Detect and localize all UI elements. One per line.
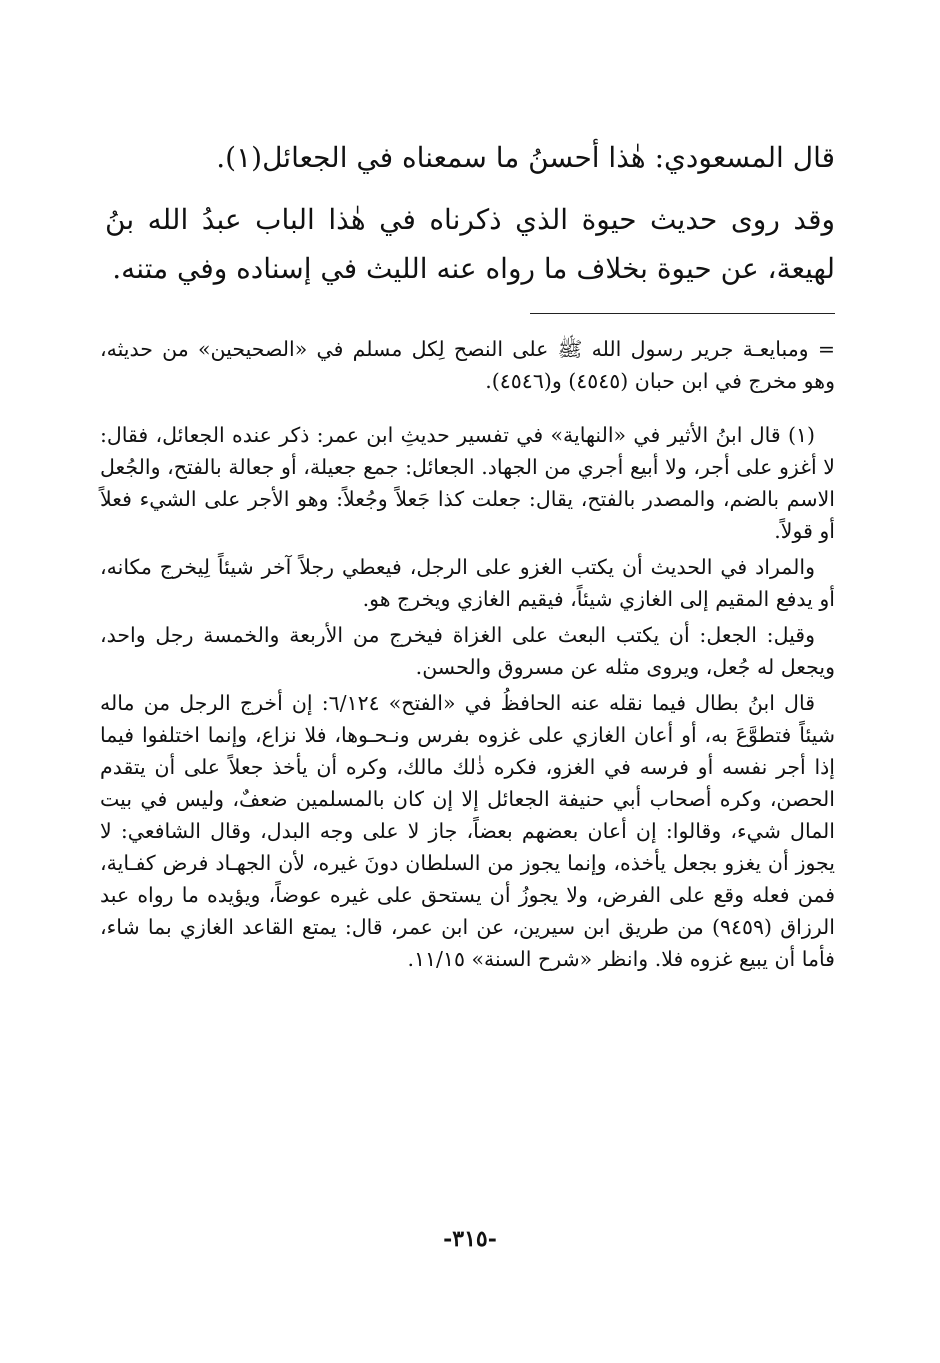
footnote-continuation — [100, 333, 835, 397]
footnote-1 — [100, 419, 835, 975]
main-text-line-2: وقد روى حديث حيوة الذي ذكرناه في هٰذا الباب عبدُ الله بنُ — [105, 203, 835, 236]
main-text-line-1: قال المسعودي: هٰذا أحسنُ ما سمعناه في الجعائل(١). — [216, 141, 835, 174]
footnote-1-paragraph-2: والمراد في الحديث أن يكتب الغزو على الرجل، فيعطي رجلاً آخر شيئاً لِيخرج مكانه، أو يدفع المقيم إلى الغازي شيئاً، فيقيم الغازي ويخرج هو. — [100, 555, 835, 611]
footnote-continuation-text: = ومبايعـة جرير رسول الله ﷺ على النصح لِكل مسلم في «الصحيحين» من حديثه، وهو مخرج في ابن حبان (٤٥٤٥) و(٤٥٤٦). — [100, 337, 835, 393]
footnote-separator — [530, 313, 835, 314]
main-text-line-3: لهيعة، عن حيوة بخلاف ما رواه عنه الليث في إسناده وفي متنه. — [112, 252, 835, 285]
footnote-1-paragraph-1: (١) قال ابنُ الأثير في «النهاية» في تفسير حديثِ ابن عمر: ذكر عنده الجعائل، فقال: لا أغزو على أجر، ولا أبيع أجري من الجهاد. الجعائل: جمع جعيلة، أو جعالة بالفتح، والجُعل الاسم بالضم، والمصدر بالفتح، يقال: جعلت كذا جَعلاً وجُعلاً: وهو الأجر على الشيء فعلاً أو قولاً. — [100, 423, 835, 543]
footnote-1-paragraph-3: وقيل: الجعل: أن يكتب البعث على الغزاة فيخرج من الأربعة والخمسة رجل واحد، ويجعل له جُعل، ويروى مثله عن مسروق والحسن. — [100, 623, 835, 679]
footnote-1-paragraph-4: قال ابنُ بطال فيما نقله عنه الحافظُ في «الفتح» ٦/١٢٤: إن أخرج الرجل من ماله شيئاً فتطوَّعَ به، أو أعان الغازي على غزوه بفرس ونـحـوها، فلا نزاع، وإنما اختلفوا فيما إذا أجر نفسه أو فرسه في الغزو، فكره ذٰلك مالك، وكره أن يأخذ جعلاً على أن يتقدم الحصن، وكره أصحاب أبي حنيفة الجعائل إلا إن كان بالمسلمين ضعفٌ، وليس في بيت المال شيء، وقالوا: إن أعان بعضهم بعضاً، جاز لا على وجه البدل، وقال الشافعي: لا يجوز أن يغزو بجعل يأخذه، وإنما يجوز من السلطان دونَ غيره، لأن الجهـاد فرض كفـاية، فمن فعله وقع على الفرض، ولا يجوزُ أن يستحق على غيره عوضاً، ويؤيده ما رواه عبد الرزاق (٩٤٥٩) من طريق ابن سيرين، عن ابن عمر، قال: يمتع القاعد الغازي بما شاء، فأما أن يبيع غزوه فلا. وانظر «شرح السنة» ١١/١٥. — [100, 691, 835, 971]
page-number: -٣١٥- — [443, 1226, 497, 1252]
